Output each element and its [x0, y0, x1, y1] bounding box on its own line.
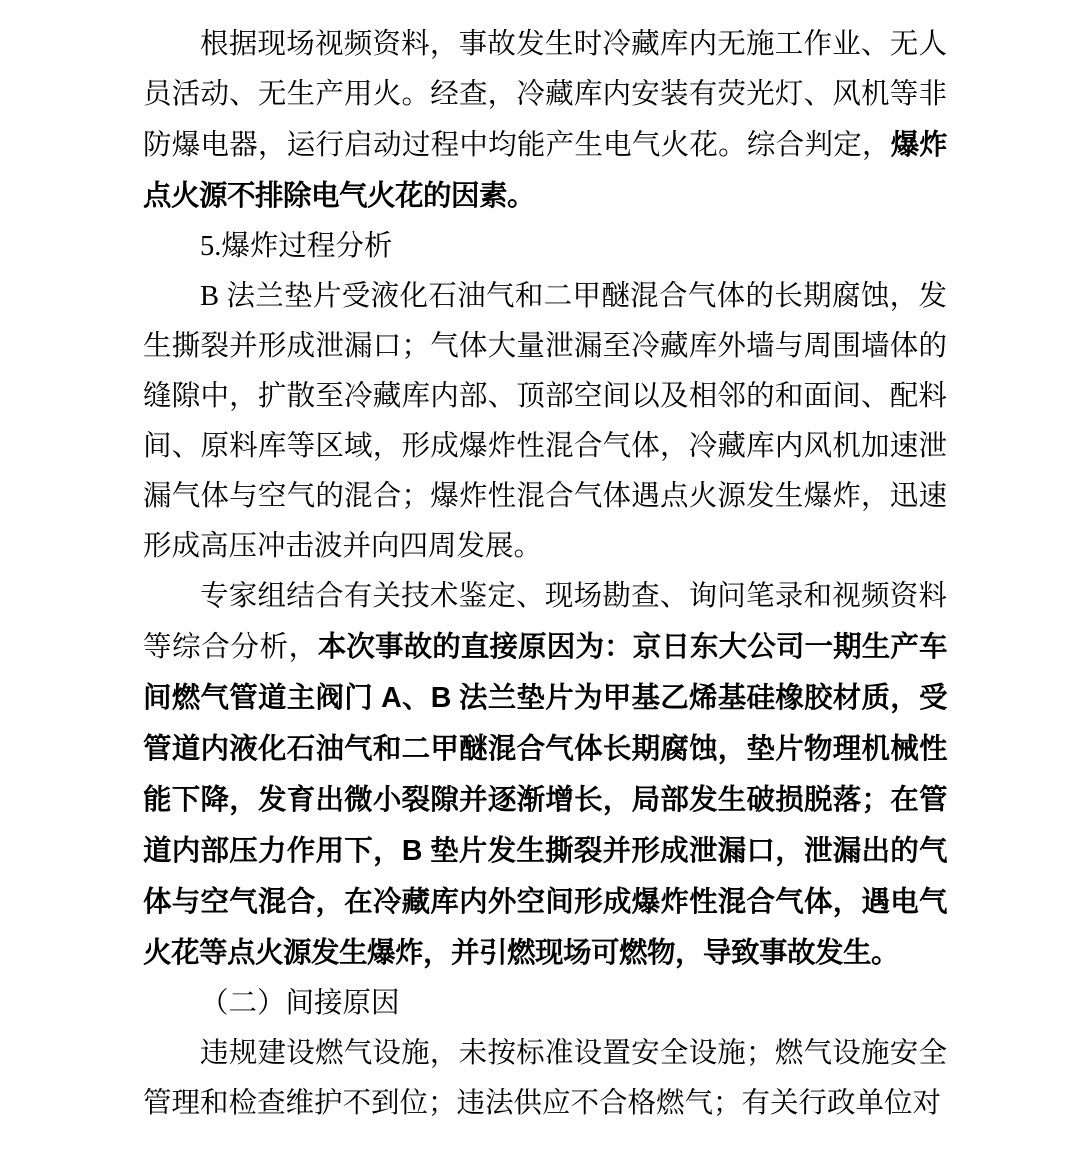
text-run: 5.爆炸过程分析	[200, 231, 393, 262]
heading-indirect-cause	[143, 979, 947, 1029]
text-run: B 法兰垫片受液化石油气和二甲醚混合气体的长期腐蚀，发生撕裂并形成泄漏口；气体大量泄漏至冷藏库外墙与周围墙体的缝隙中，扩散至冷藏库内部、顶部空间以及相邻的和面间、配料间、原料库等区域，形成爆炸性混合气体，冷藏库内风机加速泄漏气体与空气的混合；爆炸性混合气体遇点火源发生爆炸，迅速形成高压冲击波并向四周发展。	[143, 281, 947, 562]
heading-explosion-process-analysis	[143, 222, 947, 272]
text-run-bold: 爆炸点火源不排除电气火花的因素。	[143, 129, 947, 212]
text-run-bold: 本次事故的直接原因为：京日东大公司一期生产车间燃气管道主阀门 A、B 法兰垫片为甲基乙烯基硅橡胶材质，受管道内液化石油气和二甲醚混合气体长期腐蚀，垫片物理机械性能下降，发育出微小裂隙并逐渐增长，局部发生破损脱落；在管道内部压力作用下，B 垫片发生撕裂并形成泄漏口，泄漏出的气体与空气混合，在冷藏库内外空间形成爆炸性混合气体，遇电气火花等点火源发生爆炸，并引燃现场可燃物，导致事故发生。	[143, 631, 947, 969]
paragraph-ignition-source-finding	[143, 20, 947, 222]
paragraph-indirect-cause	[143, 1029, 947, 1129]
text-run: 违规建设燃气设施，未按标准设置安全设施；燃气设施安全管理和检查维护不到位；违法供应不合格燃气；有关行政单位对	[143, 1038, 947, 1119]
paragraph-explosion-process	[143, 272, 947, 572]
text-run: 专家组结合有关技术鉴定、现场勘查、询问笔录和视频资料等综合分析，	[143, 581, 947, 663]
paragraph-direct-cause-conclusion	[143, 572, 947, 979]
text-run: 根据现场视频资料，事故发生时冷藏库内无施工作业、无人员活动、无生产用火。经查，冷藏库内安装有荧光灯、风机等非防爆电器，运行启动过程中均能产生电气火花。综合判定，	[143, 29, 947, 161]
text-run: （二）间接原因	[200, 988, 400, 1019]
document-body	[143, 20, 947, 1129]
